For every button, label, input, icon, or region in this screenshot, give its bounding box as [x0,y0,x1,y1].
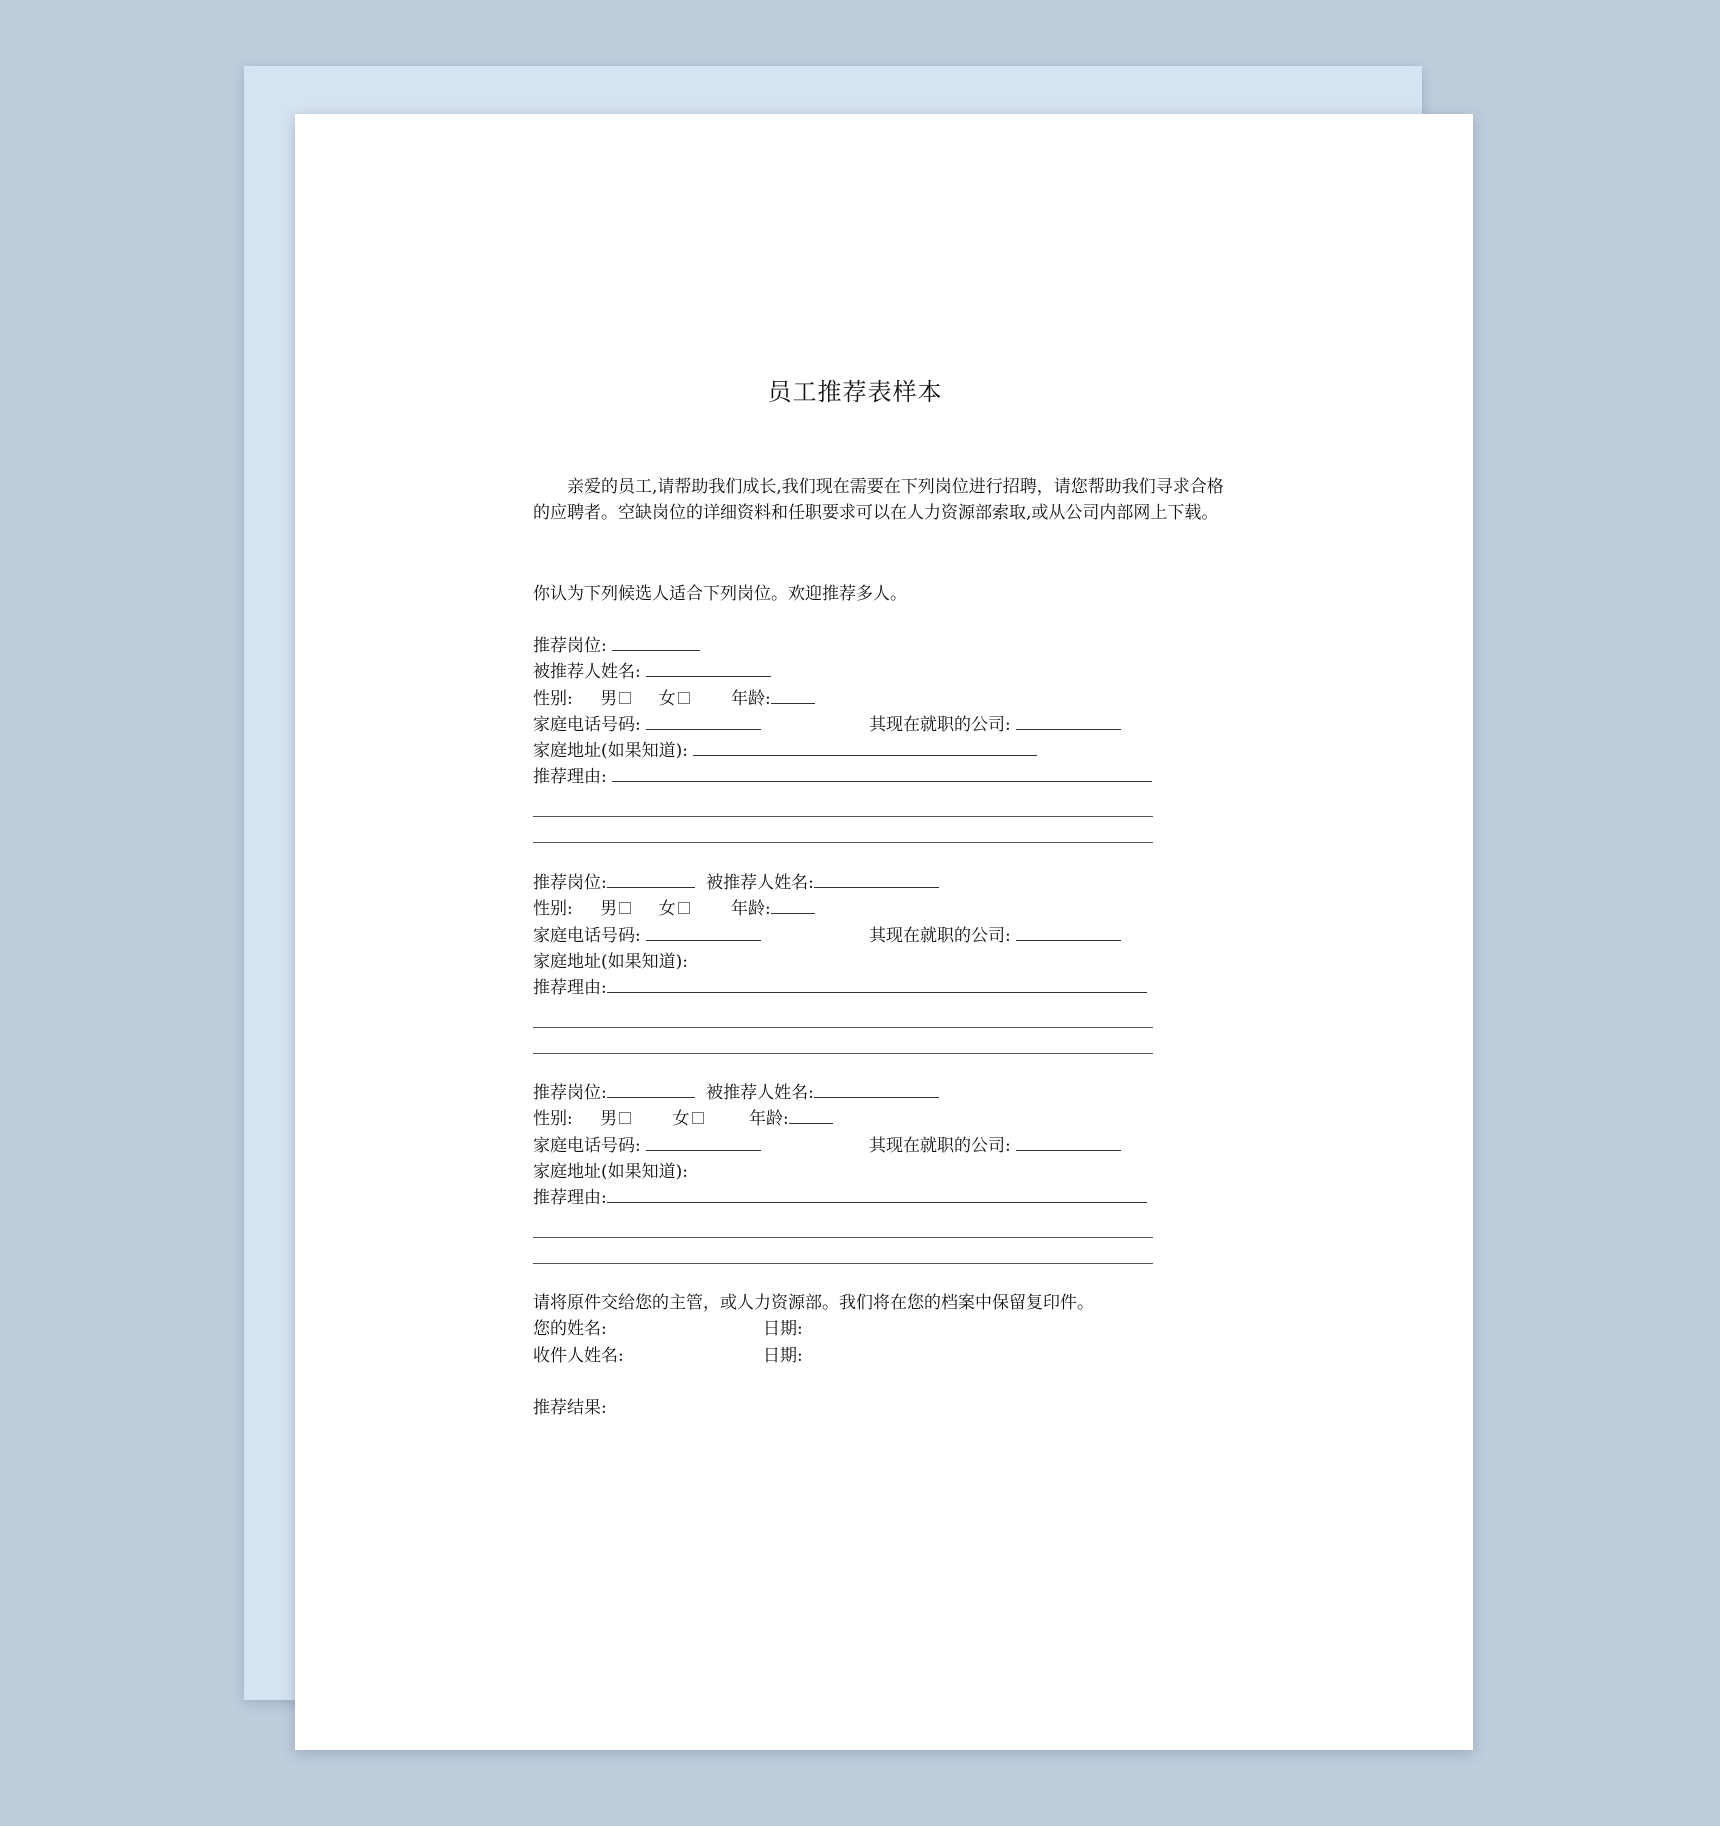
company-label: 其现在就职的公司: [869,1135,1011,1156]
company-label: 其现在就职的公司: [869,714,1011,735]
male-checkbox[interactable] [619,692,631,704]
reason-line[interactable] [533,1211,1153,1237]
result-label: 推荐结果: [533,1398,607,1419]
document-title: 员工推荐表样本 [767,378,943,406]
footer-section [533,1290,1233,1421]
receiver-name-label: 收件人姓名: [533,1345,624,1366]
male-label: 男 [600,899,618,920]
your-name-label: 您的姓名: [533,1319,607,1340]
gender-label: 性别: [533,899,573,920]
intro-paragraph: 亲爱的员工,请帮助我们成长,我们现在需要在下列岗位进行招聘，请您帮助我们寻求合格的应聘者。空缺岗位的详细资料和任职要求可以在人力资源部索取,或从公司内部网上下载。 [533,477,1224,524]
phone-blank[interactable] [646,924,761,941]
reason-line[interactable] [533,1028,1153,1054]
gender-label: 性别: [533,688,573,709]
phone-label: 家庭电话号码: [533,925,641,946]
position-label: 推荐岗位: [533,636,607,656]
position-blank[interactable] [612,634,700,651]
company-blank[interactable] [1016,1134,1121,1151]
name-label: 被推荐人姓名: [706,873,814,893]
name-label: 被推荐人姓名: [706,1083,814,1103]
candidate-block-1 [533,633,1233,843]
name-blank[interactable] [814,871,939,888]
company-blank[interactable] [1016,924,1121,941]
age-blank[interactable] [789,1107,833,1124]
lead-sentence: 你认为下列候选人适合下列岗位。欢迎推荐多人。 [533,584,907,604]
age-blank[interactable] [771,687,815,704]
female-label: 女 [658,688,676,709]
reason-line[interactable] [533,1001,1153,1027]
male-label: 男 [600,1109,618,1130]
position-blank[interactable] [607,1081,695,1098]
reason-label: 推荐理由: [533,767,607,788]
date-label: 日期: [763,1345,803,1366]
age-label: 年龄: [749,1109,789,1130]
date-label: 日期: [763,1319,803,1340]
company-label: 其现在就职的公司: [869,925,1011,946]
phone-label: 家庭电话号码: [533,714,641,735]
company-blank[interactable] [1016,713,1121,730]
reason-line[interactable] [533,1238,1153,1264]
male-checkbox[interactable] [619,902,631,914]
name-blank[interactable] [646,660,771,677]
footer-note: 请将原件交给您的主管，或人力资源部。我们将在您的档案中保留复印件。 [533,1293,1094,1313]
address-label: 家庭地址(如果知道): [533,1161,688,1182]
gender-label: 性别: [533,1109,573,1130]
name-blank[interactable] [814,1081,939,1098]
reason-label: 推荐理由: [533,978,607,999]
reason-label: 推荐理由: [533,1188,607,1209]
candidate-block-3 [533,1080,1233,1264]
phone-blank[interactable] [646,713,761,730]
reason-blank[interactable] [607,1186,1147,1203]
age-label: 年龄: [731,899,771,920]
position-label: 推荐岗位: [533,1083,607,1103]
reason-line[interactable] [533,791,1153,817]
male-label: 男 [600,688,618,709]
address-label: 家庭地址(如果知道): [533,951,688,972]
phone-blank[interactable] [646,1134,761,1151]
reason-blank[interactable] [607,976,1147,993]
reason-line[interactable] [533,817,1153,843]
female-checkbox[interactable] [678,902,690,914]
age-label: 年龄: [731,688,771,709]
name-label: 被推荐人姓名: [533,662,641,683]
address-blank[interactable] [693,739,1037,756]
address-label: 家庭地址(如果知道): [533,741,688,762]
male-checkbox[interactable] [619,1112,631,1124]
female-label: 女 [658,899,676,920]
reason-blank[interactable] [612,765,1152,782]
female-checkbox[interactable] [692,1112,704,1124]
document-page [295,114,1473,1750]
position-blank[interactable] [607,871,695,888]
female-checkbox[interactable] [678,692,690,704]
candidate-block-2 [533,870,1233,1054]
phone-label: 家庭电话号码: [533,1135,641,1156]
position-label: 推荐岗位: [533,873,607,893]
female-label: 女 [672,1109,690,1130]
age-blank[interactable] [771,897,815,914]
